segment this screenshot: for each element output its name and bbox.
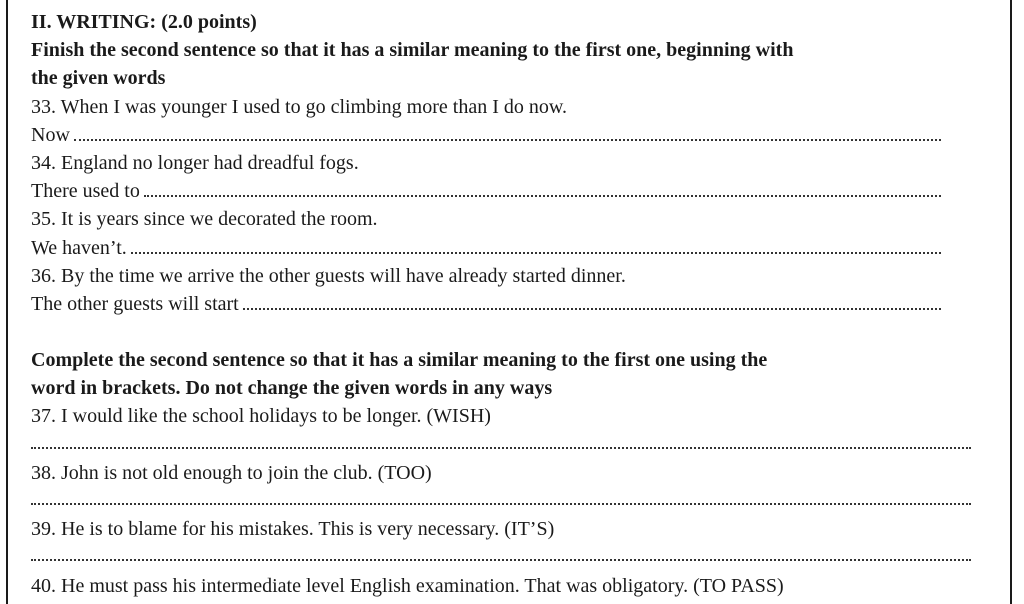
part2-instruction-line2: word in brackets. Do not change the given words in any ways <box>31 377 553 400</box>
answer-33-blank[interactable] <box>74 121 941 141</box>
answer-38-dots <box>31 503 971 505</box>
answer-34-blank[interactable] <box>144 177 941 197</box>
answer-36[interactable] <box>31 290 981 318</box>
answer-37-dots <box>31 447 971 449</box>
answer-36-blank[interactable] <box>243 290 941 310</box>
answer-39-dots <box>31 559 971 561</box>
question-37: 37. I would like the school holidays to be longer. (WISH) <box>31 405 491 428</box>
answer-34[interactable] <box>31 177 981 205</box>
part1-instruction-line2: the given words <box>31 67 166 90</box>
question-40: 40. He must pass his intermediate level English examination. That was obligatory. (TO PASS) <box>31 574 784 597</box>
question-39: 39. He is to blame for his mistakes. This is very necessary. (IT’S) <box>31 518 555 541</box>
question-36: 36. By the time we arrive the other guests will have already started dinner. <box>31 264 626 287</box>
answer-39-blank[interactable] <box>31 543 981 571</box>
answer-34-prompt: There used to <box>31 180 140 203</box>
worksheet <box>31 8 981 600</box>
answer-37-blank[interactable] <box>31 431 981 459</box>
question-33: 33. When I was younger I used to go climbing more than I do now. <box>31 95 568 118</box>
section-gap <box>31 318 981 346</box>
answer-35-blank[interactable] <box>131 234 941 254</box>
part1-instruction-line1: Finish the second sentence so that it has a similar meaning to the first one, beginning with <box>31 39 794 62</box>
section-title: II. WRITING: (2.0 points) <box>31 11 257 33</box>
answer-33[interactable] <box>31 121 981 149</box>
question-38: 38. John is not old enough to join the club. (TOO) <box>31 461 432 484</box>
answer-36-prompt: The other guests will start <box>31 292 239 315</box>
answer-35-prompt: We haven’t. <box>31 236 127 259</box>
answer-33-prompt: Now <box>31 123 70 146</box>
question-34: 34. England no longer had dreadful fogs. <box>31 151 359 174</box>
part2-instruction-line1: Complete the second sentence so that it has a similar meaning to the first one using the <box>31 349 768 372</box>
question-35: 35. It is years since we decorated the room. <box>31 208 378 231</box>
answer-35[interactable] <box>31 234 981 262</box>
answer-38-blank[interactable] <box>31 487 981 515</box>
